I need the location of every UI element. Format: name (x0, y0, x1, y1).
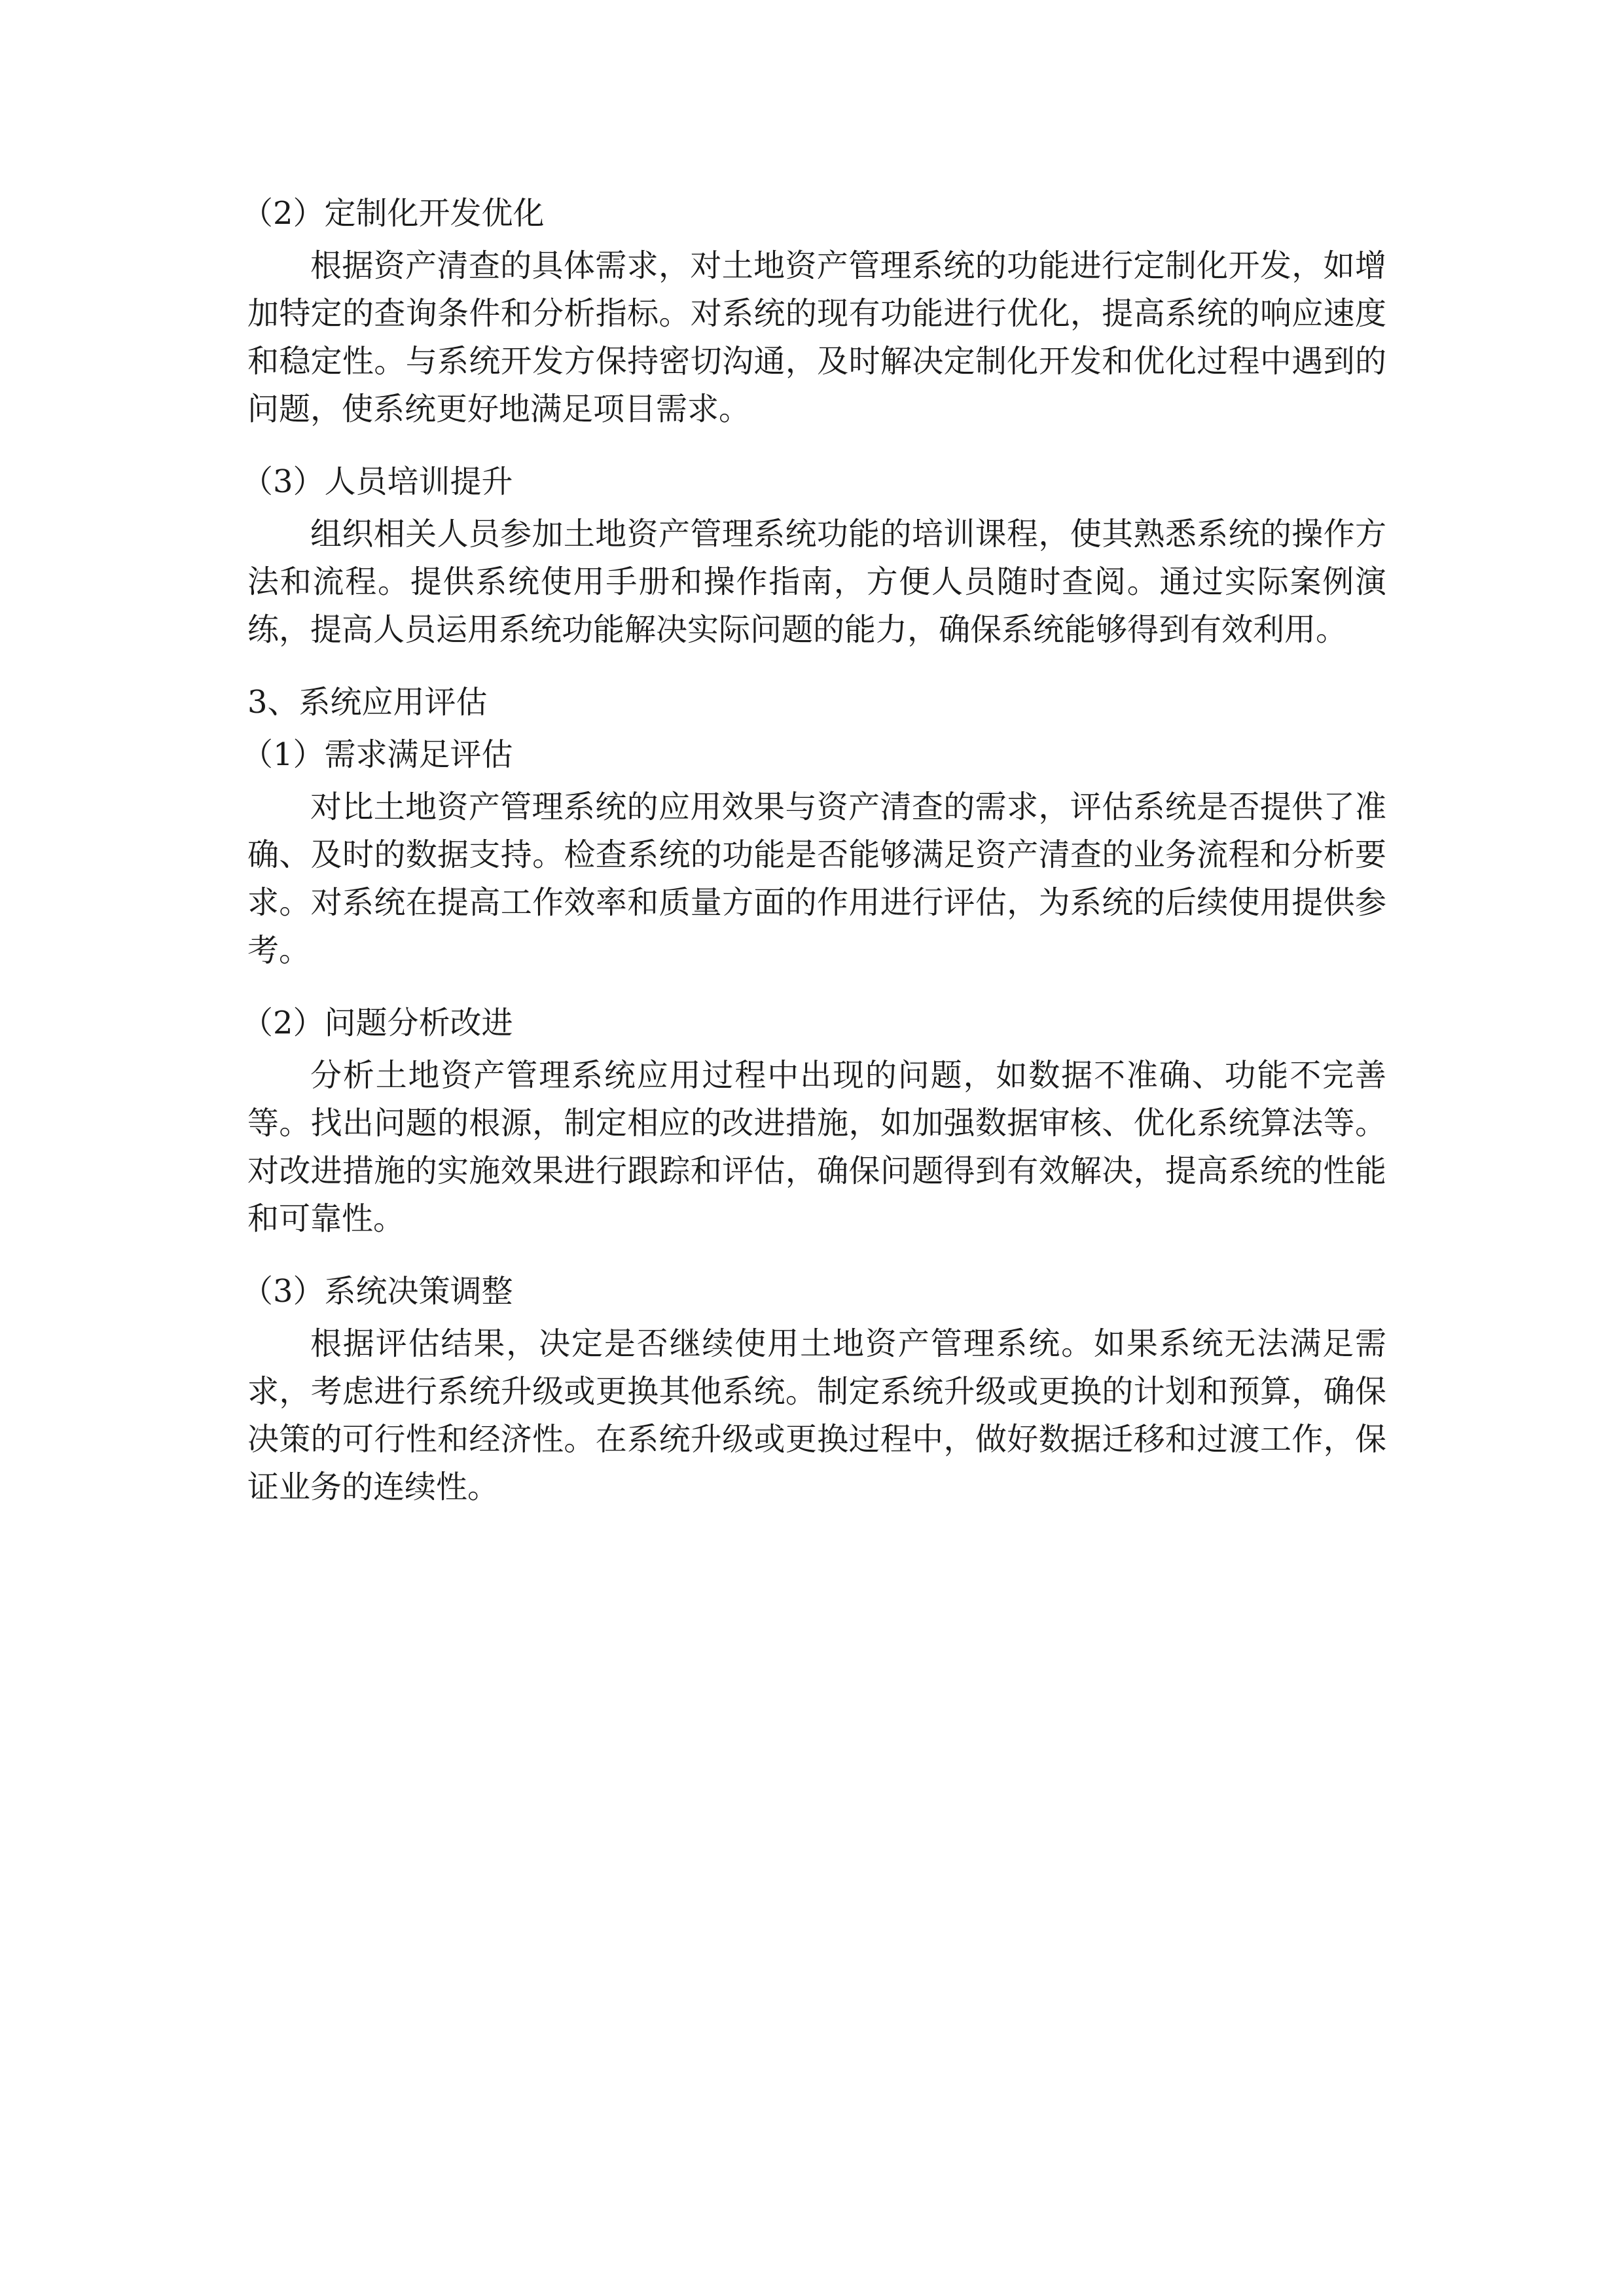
section-heading-requirements: （1）需求满足评估 (242, 736, 513, 773)
document-page (242, 190, 1386, 1511)
section-heading-evaluation: 3、系统应用评估 (247, 684, 488, 721)
section-paragraph-requirements: 对比土地资产管理系统的应用效果与资产清查的需求，评估系统是否提供了准确、及时的数据支持。检查系统的功能是否能够满足资产清查的业务流程和分析要求。对系统在提高工作效率和质量方面的作用进行评估，为系统的后续使用提供参考。 (247, 789, 1386, 969)
section-heading-training: （3）人员培训提升 (242, 463, 513, 500)
section-paragraph-problem-analysis: 分析土地资产管理系统应用过程中出现的问题，如数据不准确、功能不完善等。找出问题的根源，制定相应的改进措施，如加强数据审核、优化系统算法等。对改进措施的实施效果进行跟踪和评估，确保问题得到有效解决，提高系统的性能和可靠性。 (247, 1057, 1386, 1237)
section-heading-decision: （3）系统决策调整 (242, 1273, 513, 1310)
section-heading-customization: （2）定制化开发优化 (242, 195, 545, 232)
section-paragraph-customization: 根据资产清查的具体需求，对土地资产管理系统的功能进行定制化开发，如增加特定的查询条件和分析指标。对系统的现有功能进行优化，提高系统的响应速度和稳定性。与系统开发方保持密切沟通，及时解决定制化开发和优化过程中遇到的问题，使系统更好地满足项目需求。 (247, 247, 1386, 427)
section-paragraph-decision: 根据评估结果，决定是否继续使用土地资产管理系统。如果系统无法满足需求，考虑进行系统升级或更换其他系统。制定系统升级或更换的计划和预算，确保决策的可行性和经济性。在系统升级或更换过程中，做好数据迁移和过渡工作，保证业务的连续性。 (247, 1325, 1386, 1505)
section-paragraph-training: 组织相关人员参加土地资产管理系统功能的培训课程，使其熟悉系统的操作方法和流程。提供系统使用手册和操作指南，方便人员随时查阅。通过实际案例演练，提高人员运用系统功能解决实际问题的能力，确保系统能够得到有效利用。 (247, 516, 1386, 648)
section-heading-problem-analysis: （2）问题分析改进 (242, 1005, 513, 1041)
